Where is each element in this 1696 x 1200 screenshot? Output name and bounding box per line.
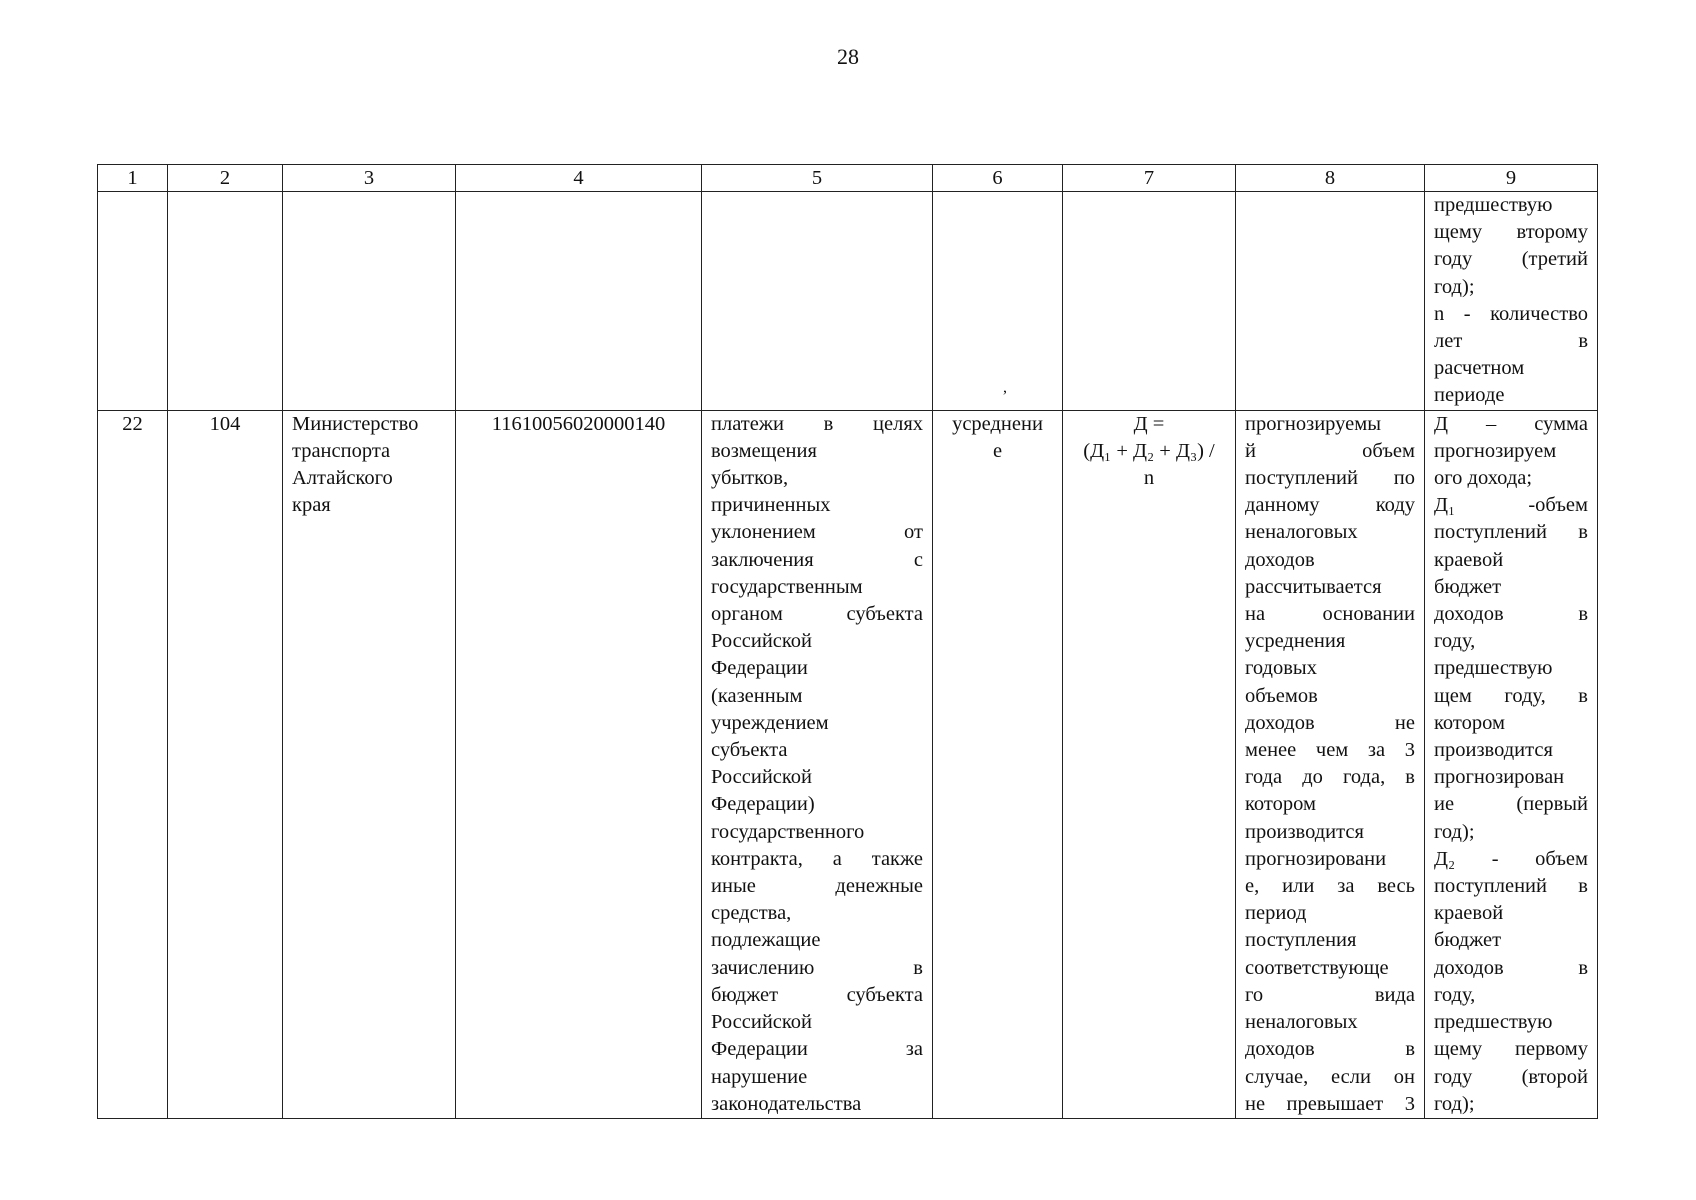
text-line: нарушение [711, 1065, 808, 1088]
table-row-22 [98, 410, 1598, 1118]
text-line: причиненных [711, 494, 831, 517]
text-line: год); [1434, 275, 1475, 298]
text-line: государственного [711, 820, 865, 843]
text-line: расчетном [1434, 357, 1525, 380]
text-line: органом субъекта [711, 603, 923, 626]
cell-revenue-name [702, 410, 933, 1118]
text-line: прогнозируем [1434, 439, 1557, 462]
text-line: году, [1434, 630, 1476, 653]
text-line: n - количество [1434, 302, 1588, 325]
text-line: котором [1434, 711, 1505, 734]
text-line: бюджет [1434, 575, 1502, 598]
text-line: доходов [1245, 548, 1315, 571]
text-line: края [292, 494, 331, 517]
text-line: n [1143, 467, 1155, 490]
text-line: прогнозируемы [1245, 412, 1381, 435]
text-line: Российской [711, 630, 813, 653]
header-cell: 7 [1063, 165, 1236, 192]
cell-administrator [283, 410, 456, 1118]
cell-col6-continuation [933, 192, 1063, 411]
text-line: рассчитывается [1245, 575, 1382, 598]
text-line: поступления [1245, 929, 1357, 952]
cell-row-number: 22 [98, 410, 168, 1118]
header-cell: 1 [98, 165, 168, 192]
text-line: Министерство [292, 412, 419, 435]
text-line: зачислению в [711, 956, 923, 979]
text-line: год); [1434, 1092, 1475, 1115]
text-line: убытков, [711, 467, 789, 490]
text-line: неналоговых [1245, 521, 1358, 544]
text-line: лет в [1434, 330, 1588, 353]
text-line: щем году, в [1434, 684, 1588, 707]
cell-algorithm [1236, 410, 1425, 1118]
cell-empty [702, 192, 933, 411]
text-line: прогнозировани [1245, 847, 1387, 870]
text-line: усреднения [1245, 630, 1346, 653]
text-line: предшествую [1434, 657, 1553, 680]
text-line: Д = [1133, 412, 1165, 435]
header-cell: 2 [168, 165, 283, 192]
text-line: е [992, 439, 1003, 462]
text-line: Алтайского [292, 467, 393, 490]
cell-kbk-code: 11610056020000140 [456, 410, 702, 1118]
column-number-header-row [98, 165, 1598, 192]
text-line: возмещения [711, 439, 817, 462]
text-line: год); [1434, 820, 1475, 843]
header-cell: 9 [1425, 165, 1598, 192]
text-line: контракта, а также [711, 847, 923, 870]
text-line: году, [1434, 983, 1476, 1006]
text-line: случае, если он [1245, 1065, 1415, 1088]
text-line: Д₂ - объем [1434, 847, 1588, 870]
text-line: Д – сумма [1434, 412, 1588, 435]
text-line: не превышает 3 [1245, 1092, 1415, 1115]
text-line: (Д₁ + Д₂ + Д₃) / [1083, 439, 1215, 462]
text-line: производится [1245, 820, 1364, 843]
revenue-forecast-table [97, 164, 1598, 1119]
text-line: предшествую [1434, 194, 1553, 216]
text-line: объемов [1245, 684, 1318, 707]
text-line: доходов в [1434, 603, 1588, 626]
text-line: Федерации) [711, 793, 815, 816]
text-line: года до года, в [1245, 766, 1415, 789]
stray-mark: , [1003, 379, 1007, 396]
text-line: поступлений в [1434, 521, 1588, 544]
text-line: краевой [1434, 902, 1504, 925]
text-line: краевой [1434, 548, 1504, 571]
cell-empty [98, 192, 168, 411]
text-line: субъекта [711, 739, 788, 762]
text-line: Российской [711, 1011, 813, 1034]
text-line: ие (первый [1434, 793, 1588, 816]
cell-col9-continuation [1425, 192, 1598, 411]
text-line: Российской [711, 766, 813, 789]
text-line: доходов не [1245, 711, 1415, 734]
text-line: менее чем за 3 [1245, 739, 1415, 762]
cell-empty [283, 192, 456, 411]
cell-code: 104 [168, 410, 283, 1118]
page-number: 28 [837, 44, 859, 69]
header-cell: 5 [702, 165, 933, 192]
text-line: поступлений по [1245, 467, 1415, 490]
text-line: законодательства [711, 1092, 862, 1115]
text-line: уклонением от [711, 521, 923, 544]
text-line: бюджет [1434, 929, 1502, 952]
text-line: периоде [1434, 384, 1505, 407]
text-line: соответствующе [1245, 956, 1389, 979]
text-line: й объем [1245, 439, 1415, 462]
text-line: году (второй [1434, 1065, 1588, 1088]
header-cell: 3 [283, 165, 456, 192]
cell-empty [456, 192, 702, 411]
continuation-row [98, 192, 1598, 411]
text-line: годовых [1245, 657, 1317, 680]
text-line: неналоговых [1245, 1011, 1358, 1034]
text-line: на основании [1245, 603, 1415, 626]
cell-formula [1063, 410, 1236, 1118]
text-line: заключения с [711, 548, 923, 571]
header-cell: 8 [1236, 165, 1425, 192]
text-line: поступлений в [1434, 875, 1588, 898]
text-line: прогнозирован [1434, 766, 1565, 789]
text-line: котором [1245, 793, 1316, 816]
text-line: государственным [711, 575, 863, 598]
cell-indicators [1425, 410, 1598, 1118]
text-line: предшествую [1434, 1011, 1553, 1034]
text-line: щему первому [1434, 1038, 1588, 1061]
header-cell: 4 [456, 165, 702, 192]
header-cell: 6 [933, 165, 1063, 192]
text-line: период [1245, 902, 1307, 925]
text-line: Д₁ -объем [1434, 494, 1588, 517]
cell-empty [168, 192, 283, 411]
text-line: щему второму [1434, 221, 1588, 244]
cell-empty [1236, 192, 1425, 411]
text-line: подлежащие [711, 929, 821, 952]
text-line: учреждением [711, 711, 829, 734]
text-line: производится [1434, 739, 1553, 762]
text-line: ого дохода; [1434, 467, 1533, 490]
text-line: иные денежные [711, 875, 923, 898]
text-line: доходов в [1245, 1038, 1415, 1061]
text-line: доходов в [1434, 956, 1588, 979]
text-line: году (третий [1434, 248, 1588, 271]
text-line: бюджет субъекта [711, 983, 923, 1006]
text-line: е, или за весь [1245, 875, 1415, 898]
text-line: го вида [1245, 983, 1415, 1006]
text-line: Федерации [711, 657, 808, 680]
cell-method [933, 410, 1063, 1118]
text-line: данному коду [1245, 494, 1415, 517]
text-line: платежи в целях [711, 412, 923, 435]
text-line: усреднени [952, 412, 1043, 435]
text-line: транспорта [292, 439, 391, 462]
cell-empty [1063, 192, 1236, 411]
text-line: (казенным [711, 684, 803, 707]
text-line: средства, [711, 902, 792, 925]
text-line: Федерации за [711, 1038, 923, 1061]
